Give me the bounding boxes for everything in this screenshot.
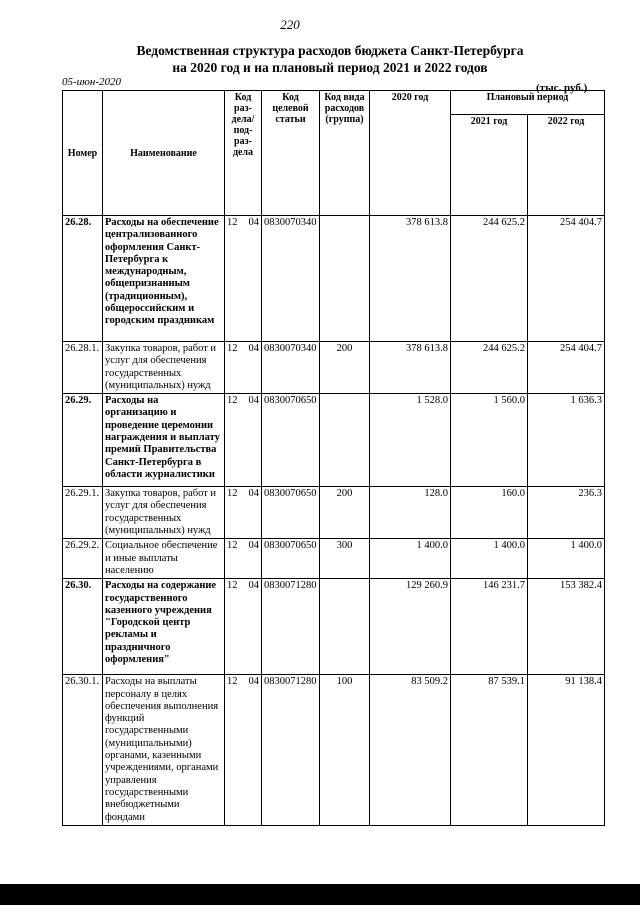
- table-row: [63, 216, 605, 342]
- row-target-code: 0830070650: [262, 539, 320, 579]
- row-amount-2020: 129 260.9: [370, 579, 451, 675]
- row-amount-2022: 1 636.3: [528, 394, 605, 487]
- row-number: 26.29.2.: [63, 539, 103, 579]
- header-planning-period: Плановый период: [451, 91, 605, 115]
- header-2021: 2021 год: [451, 115, 528, 216]
- row-amount-2021: 1 400.0: [451, 539, 528, 579]
- row-amount-2022: 236.3: [528, 487, 605, 539]
- subsection: 04: [248, 540, 259, 552]
- row-number: 26.28.: [63, 216, 103, 342]
- header-name: Наименование: [103, 91, 225, 216]
- subsection: 04: [248, 343, 259, 354]
- row-target-code: 0830071280: [262, 675, 320, 826]
- row-expense-type: [320, 394, 370, 487]
- row-section-code: [225, 539, 262, 579]
- section: 12: [227, 217, 238, 228]
- row-expense-type: [320, 216, 370, 342]
- row-target-code: 0830071280: [262, 579, 320, 675]
- table-row: [63, 539, 605, 579]
- section: 12: [227, 343, 238, 354]
- subsection: 04: [248, 395, 259, 407]
- row-name: Закупка товаров, работ и услуг для обеспечения государственных (муниципальных) нужд: [103, 487, 225, 539]
- row-name: Социальное обеспечение и иные выплаты населению: [103, 539, 225, 579]
- scan-bottom-border: [0, 884, 640, 905]
- row-number: 26.30.: [63, 579, 103, 675]
- title-line-1: Ведомственная структура расходов бюджета Санкт-Петербурга: [136, 43, 524, 58]
- row-section-code: [225, 675, 262, 826]
- subsection: 04: [248, 676, 259, 688]
- row-section-code: [225, 579, 262, 675]
- row-amount-2021: 244 625.2: [451, 342, 528, 394]
- units-label: (тыс. руб.): [536, 82, 588, 94]
- row-amount-2020: 83 509.2: [370, 675, 451, 826]
- row-amount-2021: 146 231.7: [451, 579, 528, 675]
- row-amount-2021: 160.0: [451, 487, 528, 539]
- row-name: Расходы на обеспечение централизованного оформления Санкт-Петербурга к международным, общепризнанным (традиционным), общероссийским и городским праздникам: [103, 216, 225, 342]
- table-row: [63, 342, 605, 394]
- header-expense-type-code: Код вида расходов (группа): [320, 91, 370, 216]
- section: 12: [227, 488, 238, 500]
- row-amount-2022: 254 404.7: [528, 342, 605, 394]
- row-amount-2022: 153 382.4: [528, 579, 605, 675]
- header-number: Номер: [63, 91, 103, 216]
- row-number: 26.29.1.: [63, 487, 103, 539]
- table-row: [63, 394, 605, 487]
- row-number: 26.30.1.: [63, 675, 103, 826]
- row-name: Расходы на содержание государственного казенного учреждения "Городской центр рекламы и праздничного оформления": [103, 579, 225, 675]
- row-section-code: [225, 487, 262, 539]
- row-section-code: [225, 394, 262, 487]
- header-2022: 2022 год: [528, 115, 605, 216]
- row-name: Расходы на выплаты персоналу в целях обеспечения выполнения функций государственными (муниципальными) органами, казенными учреждениями, органами управления государственными внебюджетными фондами: [103, 675, 225, 826]
- title-line-2: на 2020 год и на плановый период 2021 и 2022 годов: [172, 60, 488, 75]
- row-amount-2021: 1 560.0: [451, 394, 528, 487]
- subsection: 04: [248, 217, 259, 228]
- budget-table: [62, 90, 605, 826]
- header-2020: 2020 год: [370, 91, 451, 216]
- row-amount-2021: 244 625.2: [451, 216, 528, 342]
- row-amount-2020: 378 613.8: [370, 342, 451, 394]
- row-amount-2022: 254 404.7: [528, 216, 605, 342]
- header-section-code: Код раз-дела/ под-раз-дела: [225, 91, 262, 216]
- row-amount-2021: 87 539.1: [451, 675, 528, 826]
- row-expense-type: 200: [320, 487, 370, 539]
- row-section-code: [225, 216, 262, 342]
- subsection: 04: [248, 488, 259, 500]
- row-target-code: 0830070340: [262, 342, 320, 394]
- row-name: Расходы на организацию и проведение церемонии награждения и выплату премий Правительства Санкт-Петербурга в области журналистики: [103, 394, 225, 487]
- section: 12: [227, 580, 238, 592]
- row-target-code: 0830070340: [262, 216, 320, 342]
- row-number: 26.29.: [63, 394, 103, 487]
- row-amount-2020: 1 528.0: [370, 394, 451, 487]
- row-section-code: [225, 342, 262, 394]
- table-row: [63, 675, 605, 826]
- document-date: 05-июн-2020: [62, 76, 122, 88]
- row-amount-2020: 1 400.0: [370, 539, 451, 579]
- row-amount-2020: 378 613.8: [370, 216, 451, 342]
- row-target-code: 0830070650: [262, 487, 320, 539]
- page-number: 220: [280, 17, 300, 32]
- table-row: [63, 579, 605, 675]
- section: 12: [227, 676, 238, 688]
- row-number: 26.28.1.: [63, 342, 103, 394]
- document-title: [0, 42, 640, 76]
- section: 12: [227, 540, 238, 552]
- table-row: [63, 487, 605, 539]
- row-expense-type: [320, 579, 370, 675]
- row-amount-2020: 128.0: [370, 487, 451, 539]
- row-expense-type: 200: [320, 342, 370, 394]
- row-amount-2022: 1 400.0: [528, 539, 605, 579]
- header-target-code: Код целевой статьи: [262, 91, 320, 216]
- subsection: 04: [248, 580, 259, 592]
- section: 12: [227, 395, 238, 407]
- row-name: Закупка товаров, работ и услуг для обеспечения государственных (муниципальных) нужд: [103, 342, 225, 394]
- row-target-code: 0830070650: [262, 394, 320, 487]
- row-expense-type: 100: [320, 675, 370, 826]
- row-amount-2022: 91 138.4: [528, 675, 605, 826]
- row-expense-type: 300: [320, 539, 370, 579]
